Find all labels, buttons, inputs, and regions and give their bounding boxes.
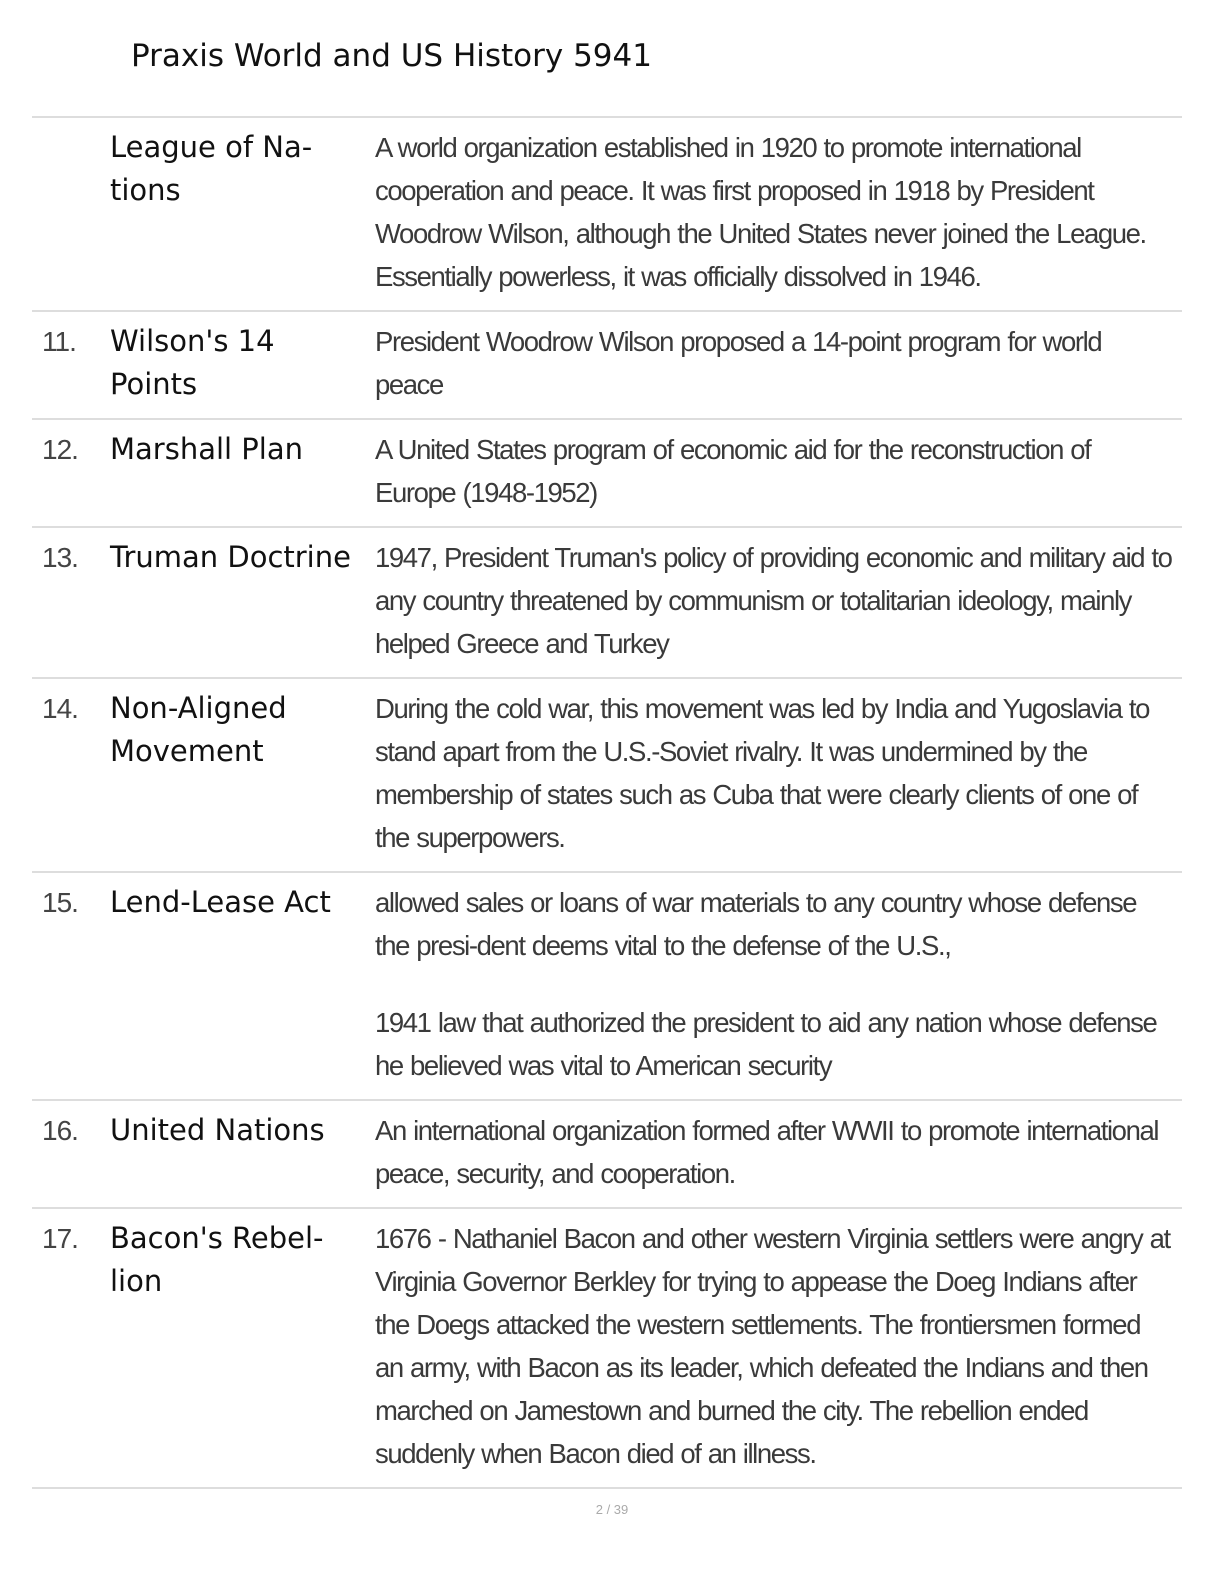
page-indicator: 2 / 39 bbox=[595, 1502, 629, 1517]
term-number: 13. bbox=[42, 542, 78, 573]
term-name: Marshall Plan bbox=[110, 432, 304, 466]
definition-text: A United States program of economic aid for the reconstruction of Europe (1948-1952) bbox=[375, 434, 1091, 508]
term-row bbox=[32, 312, 1182, 420]
term-row bbox=[32, 679, 1182, 873]
term-row bbox=[32, 118, 1182, 312]
term-definition bbox=[375, 126, 1182, 298]
term-definition bbox=[375, 428, 1182, 514]
term-definition bbox=[375, 1109, 1182, 1195]
term-row bbox=[32, 1101, 1182, 1209]
term-name: Non-Aligned Movement bbox=[110, 691, 287, 768]
term-number: 16. bbox=[42, 1115, 78, 1146]
term-name: United Nations bbox=[110, 1113, 325, 1147]
definition-text: An international organization formed after WWII to promote international peace, security, and cooperation. bbox=[375, 1115, 1159, 1189]
term-name: League of Na- tions bbox=[110, 130, 313, 207]
term-number: 15. bbox=[42, 887, 78, 918]
definition-text: A world organization established in 1920 to promote international cooperation and peace. It was first proposed in 1918 by President Woodrow Wilson, although the United States never joined the League. Essentially powerless, it was officially dissolved in 1946. bbox=[375, 132, 1146, 292]
term-definition bbox=[375, 320, 1182, 406]
term-name: Lend-Lease Act bbox=[110, 885, 331, 919]
term-name: Bacon's Rebel- lion bbox=[110, 1221, 324, 1298]
term-number: 11. bbox=[42, 326, 76, 357]
definition-text: 1941 law that authorized the president to aid any nation whose defense he believed was vital to American security bbox=[375, 1007, 1157, 1081]
definition-text: allowed sales or loans of war materials to any country whose defense the presi-dent deems vital to the defense of the U.S., bbox=[375, 887, 1137, 961]
term-row bbox=[32, 1209, 1182, 1489]
definition-text: 1676 - Nathaniel Bacon and other western Virginia settlers were angry at Virginia Governor Berkley for trying to appease the Doeg Indians after the Doegs attacked the western settlements. The frontiersmen formed an army, with Bacon as its leader, which defeated the Indians and then marched on Jamestown and burned the city. The rebellion ended suddenly when Bacon died of an illness. bbox=[375, 1223, 1170, 1469]
document-title: Praxis World and US History 5941 bbox=[131, 38, 652, 74]
term-number: 17. bbox=[42, 1223, 78, 1254]
term-row bbox=[32, 873, 1182, 1101]
definition-text: President Woodrow Wilson proposed a 14-point program for world peace bbox=[375, 326, 1102, 400]
terms-list bbox=[32, 116, 1182, 1489]
term-row bbox=[32, 420, 1182, 528]
term-definition bbox=[375, 881, 1182, 1087]
term-definition bbox=[375, 1217, 1182, 1475]
term-number bbox=[32, 126, 110, 298]
term-definition bbox=[375, 687, 1182, 859]
term-name: Wilson's 14 Points bbox=[110, 324, 275, 401]
definition-text: 1947, President Truman's policy of providing economic and military aid to any country threatened by communism or totalitarian ideology, mainly helped Greece and Turkey bbox=[375, 542, 1172, 659]
term-name: Truman Doctrine bbox=[110, 540, 351, 574]
definition-text: During the cold war, this movement was led by India and Yugoslavia to stand apart from the U.S.-Soviet rivalry. It was undermined by the membership of states such as Cuba that were clearly clients of one of the superpowers. bbox=[375, 693, 1149, 853]
term-number: 12. bbox=[42, 434, 78, 465]
term-row bbox=[32, 528, 1182, 679]
term-definition bbox=[375, 536, 1182, 665]
term-number: 14. bbox=[42, 693, 78, 724]
